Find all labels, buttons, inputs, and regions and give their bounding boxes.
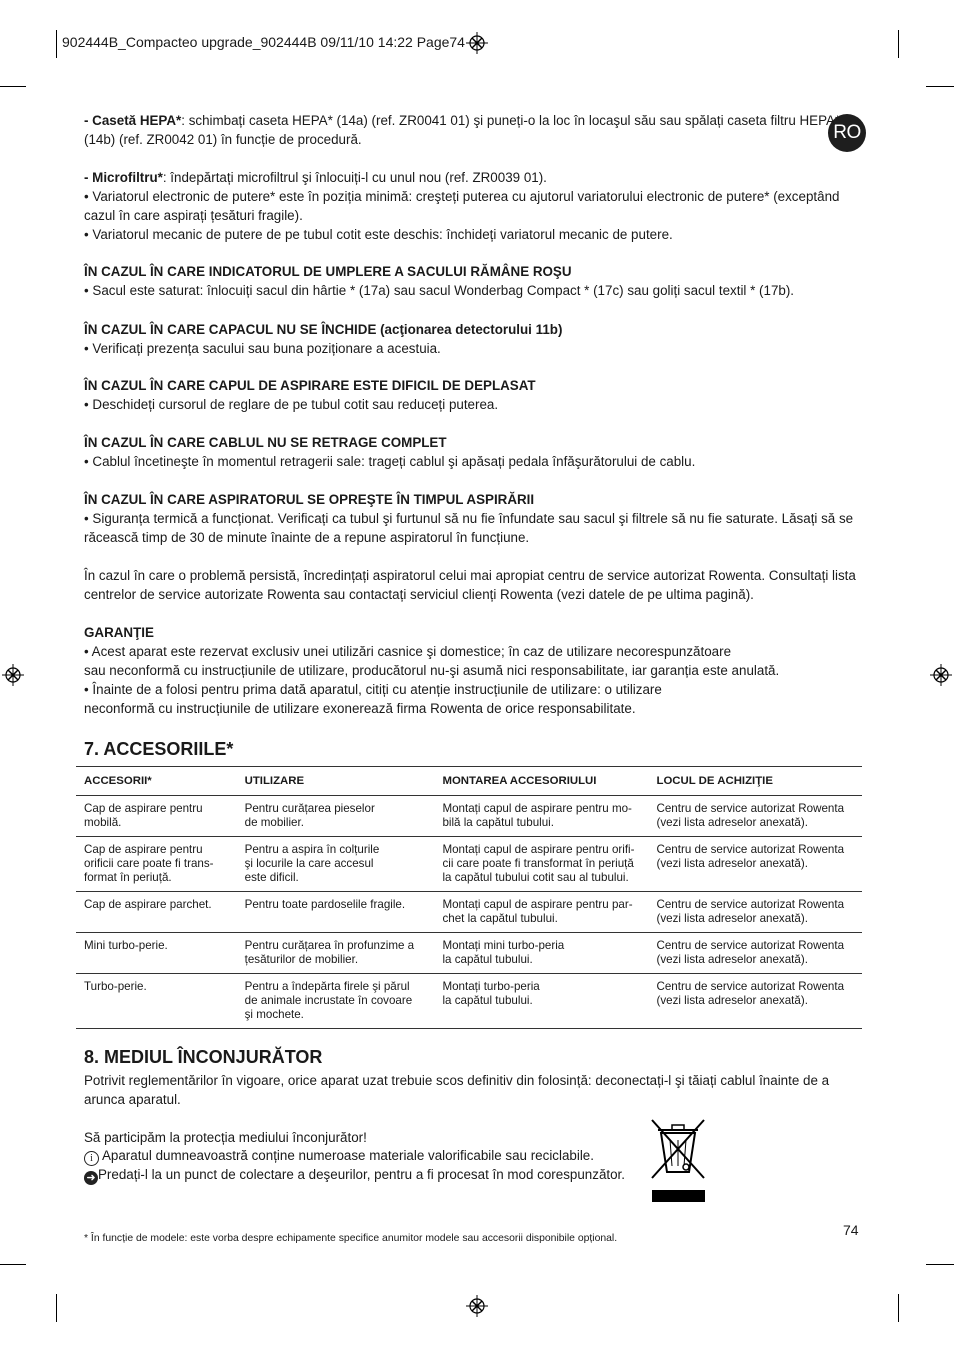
registration-mark-icon	[2, 664, 24, 686]
service-paragraph: În cazul în care o problemă persistă, încredințați aspiratorul celui mai apropiat centru de service autorizat Rowenta. Consultați lista centrelor de service autorizate Rowenta sau contactați serviciul clienți Rowenta (vezi datele de pe ultima pagină).	[84, 568, 856, 602]
crop-mark	[898, 1294, 899, 1322]
warranty-heading: GARANŢIE	[84, 625, 154, 640]
table-row	[76, 796, 862, 837]
table-row	[76, 933, 862, 974]
section-heading: ÎN CAZUL ÎN CARE CAPUL DE ASPIRARE ESTE DIFICIL DE DEPLASAT	[84, 378, 536, 393]
warranty-line: • Înainte de a folosi pentru prima dată aparatul, citiți cu atenție instrucțiunile de utilizare: o utilizare	[84, 682, 662, 697]
table-cell: Turbo-perie.	[76, 974, 237, 1029]
registration-mark-icon	[466, 32, 488, 54]
table-cell: Cap de aspirare parchet.	[76, 892, 237, 933]
crop-mark	[898, 30, 899, 58]
file-header: 902444B_Compacteo upgrade_902444B 09/11/10 14:22 Page74	[62, 34, 465, 50]
section-heading: ÎN CAZUL ÎN CARE ASPIRATORUL SE OPREŞTE ÎN TIMPUL ASPIRĂRII	[84, 492, 535, 507]
environment-participate: Să participăm la protecția mediului înconjurător!	[84, 1130, 367, 1145]
crossed-out-bin-icon	[648, 1116, 708, 1204]
arrow-line	[84, 1165, 625, 1185]
section-text: • Deschideți cursorul de reglare de pe tubul cotit sau reduceți puterea.	[84, 397, 499, 412]
table-cell: Pentru curățarea pieselor de mobilier.	[237, 796, 435, 837]
troubleshoot-section	[84, 262, 864, 300]
accessories-title: 7. ACCESORIILE*	[84, 739, 234, 759]
registration-mark-icon	[930, 664, 952, 686]
crop-mark	[926, 1264, 954, 1265]
table-cell: Centru de service autorizat Rowenta (vezi lista adreselor anexată).	[648, 796, 862, 837]
table-cell: Pentru curățarea în profunzime a țesăturilor de mobilier.	[237, 933, 435, 974]
crop-mark	[56, 1294, 57, 1322]
microfilter-paragraph	[84, 168, 864, 187]
accessories-table	[76, 766, 862, 1029]
hepa-text: : schimbați caseta HEPA* (14a) (ref. ZR0041 01) şi puneți-o la loc în locaşul său sau spălați caseta filtru HEPA* (14b) (ref. ZR0042 01) în funcție de procedură.	[84, 113, 841, 147]
section-heading: ÎN CAZUL ÎN CARE CAPACUL NU SE ÎNCHIDE (acţionarea detectorului 11b)	[84, 322, 563, 337]
table-row	[76, 837, 862, 892]
table-cell: Montați capul de aspirare pentru par- chet la capătul tubului.	[434, 892, 648, 933]
registration-mark-icon	[466, 1295, 488, 1317]
crop-mark	[0, 1264, 26, 1265]
power-bullet-electronic: • Variatorul electronic de putere* este în poziția minimă: creşteți puterea cu ajutorul variatorului electronic de putere* (exceptând cazul în care aspirați țesături fragile).	[84, 189, 840, 223]
crop-mark	[926, 86, 954, 87]
info-icon: i	[84, 1151, 99, 1166]
troubleshoot-section	[84, 376, 864, 414]
warranty-section	[84, 623, 864, 718]
crop-mark	[0, 86, 26, 87]
column-header: MONTAREA ACCESORIULUI	[434, 767, 648, 796]
info-text: Aparatul dumneavoastră conține numeroase materiale valorificabile sau reciclabile.	[101, 1148, 594, 1163]
troubleshoot-section	[84, 490, 864, 547]
table-header-row	[76, 767, 862, 796]
section-text: • Verificați prezența sacului sau buna poziționare a acestuia.	[84, 341, 441, 356]
column-header: LOCUL DE ACHIZIŢIE	[648, 767, 862, 796]
microfilter-text: : îndepărtați microfiltrul şi înlocuiți-l cu unul nou (ref. ZR0039 01).	[162, 170, 547, 185]
footnote: * În funcție de modele: este vorba despre echipamente specifice anumitor modele sau accesorii disponibile opțional.	[84, 1233, 618, 1244]
table-row	[76, 892, 862, 933]
warranty-line: neconformă cu instrucțiunile de utilizare exonerează firma Rowenta de orice responsabilitate.	[84, 701, 636, 716]
environment-text: Potrivit reglementărilor în vigoare, orice aparat uzat trebuie scos definitiv din folosință: deconectați-l şi tăiați cablul înainte de a arunca aparatul.	[84, 1073, 830, 1107]
section-text: • Cablul încetineşte în momentul retragerii sale: trageți cablul şi apăsați pedala înfăşurătorului de cablu.	[84, 454, 696, 469]
troubleshoot-section	[84, 320, 864, 358]
hepa-label: - Casetă HEPA*	[84, 113, 182, 128]
table-cell: Mini turbo-perie.	[76, 933, 237, 974]
section-text: • Sacul este saturat: înlocuiți sacul din hârtie * (17a) sau sacul Wonderbag Compact * (17c) sau goliți sacul textil * (17b).	[84, 283, 795, 298]
table-cell: Centru de service autorizat Rowenta (vezi lista adreselor anexată).	[648, 892, 862, 933]
hepa-paragraph	[84, 111, 864, 149]
arrow-text: Predați-l la un punct de colectare a deşeurilor, pentru a fi procesat în mod corespunzător.	[98, 1167, 626, 1182]
crop-mark	[56, 30, 57, 58]
troubleshoot-section	[84, 433, 864, 471]
column-header: ACCESORII*	[76, 767, 237, 796]
section-heading: ÎN CAZUL ÎN CARE INDICATORUL DE UMPLERE A SACULUI RĂMÂNE ROŞU	[84, 264, 572, 279]
page-number: 74	[843, 1222, 859, 1238]
table-cell: Pentru a îndepărta firele şi părul de animale incrustate în covoare şi mochete.	[237, 974, 435, 1029]
table-cell: Montați capul de aspirare pentru mo- bilă la capătul tubului.	[434, 796, 648, 837]
table-cell: Pentru toate pardoselile fragile.	[237, 892, 435, 933]
table-cell: Centru de service autorizat Rowenta (vezi lista adreselor anexată).	[648, 974, 862, 1029]
table-cell: Pentru a aspira în colțurile şi locurile la care accesul este dificil.	[237, 837, 435, 892]
table-cell: Cap de aspirare pentru orificii care poate fi trans- format în periuță.	[76, 837, 237, 892]
arrow-right-icon: ➜	[84, 1171, 98, 1185]
filter-instructions	[84, 111, 864, 244]
table-row	[76, 974, 862, 1029]
table-cell: Centru de service autorizat Rowenta (vezi lista adreselor anexată).	[648, 837, 862, 892]
table-cell: Centru de service autorizat Rowenta (vezi lista adreselor anexată).	[648, 933, 862, 974]
table-cell: Montați mini turbo-peria la capătul tubului.	[434, 933, 648, 974]
microfilter-label: - Microfiltru*	[84, 170, 163, 185]
column-header: UTILIZARE	[237, 767, 435, 796]
power-bullet-mechanical: • Variatorul mecanic de putere de pe tubul cotit este deschis: închideți variatorul mecanic de putere.	[84, 227, 673, 242]
section-text: • Siguranța termică a funcționat. Verificați ca tubul şi furtunul să nu fie înfundate sau sacul şi filtrele să nu fie saturate. Lăsați să se răcească timp de 30 de minute înainte de a repune aspiratorul în funcțiune.	[84, 511, 854, 545]
warranty-line: • Acest aparat este rezervat exclusiv unei utilizări casnice şi domestice; în caz de utilizare necorespunzătoare	[84, 644, 732, 659]
section-heading: ÎN CAZUL ÎN CARE CABLUL NU SE RETRAGE COMPLET	[84, 435, 447, 450]
warranty-line: sau neconformă cu instrucțiunile de utilizare, producătorul nu-şi asumă nici responsabilitate, iar garanția este anulată.	[84, 663, 780, 678]
table-cell: Cap de aspirare pentru mobilă.	[76, 796, 237, 837]
info-line	[84, 1146, 594, 1166]
language-badge: RO	[828, 114, 866, 152]
table-cell: Montați turbo-peria la capătul tubului.	[434, 974, 648, 1029]
environment-title: 8. MEDIUL ÎNCONJURĂTOR	[84, 1047, 323, 1067]
table-cell: Montați capul de aspirare pentru orifi- cii care poate fi transformat în periuță la capătul tubului cotit sau al tubului.	[434, 837, 648, 892]
